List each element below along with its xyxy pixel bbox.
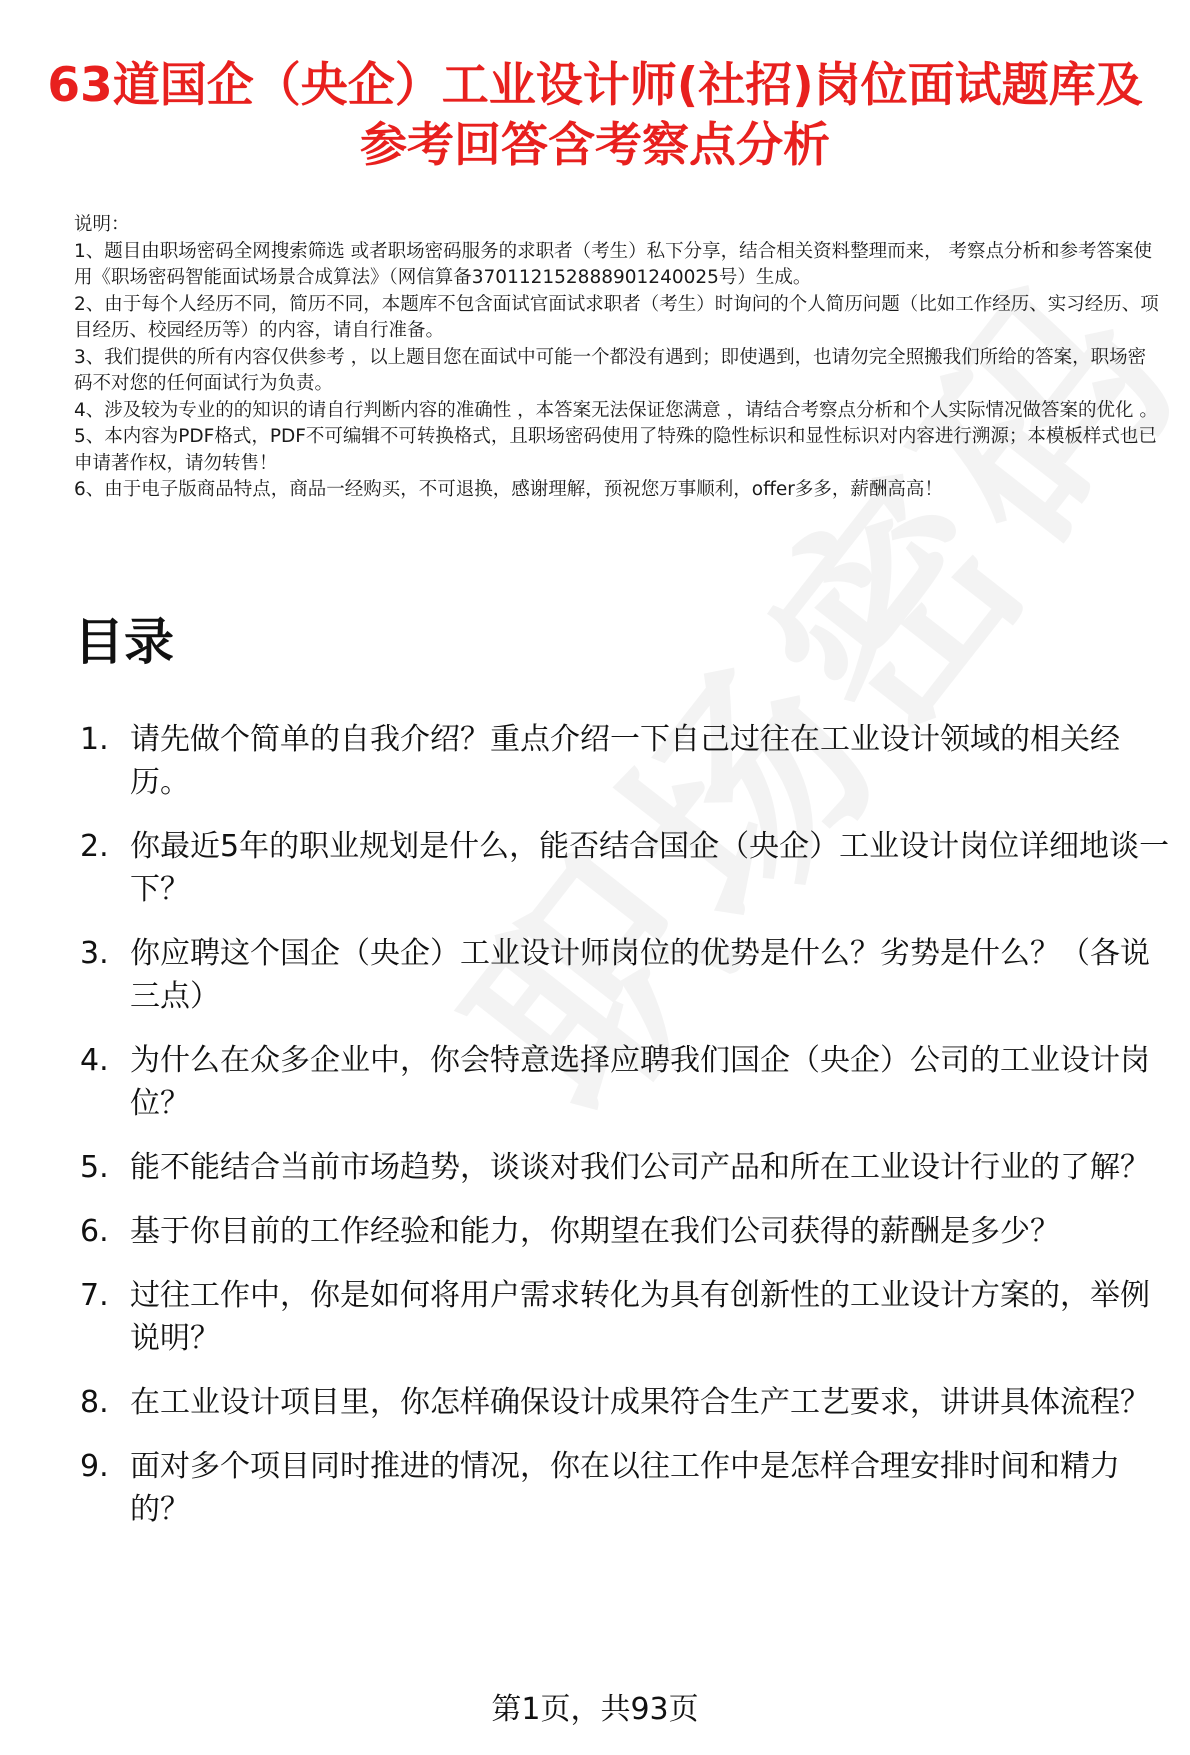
toc-item-number: 9.	[80, 1449, 109, 1484]
toc-item[interactable]	[74, 1445, 1170, 1531]
toc-item-number: 8.	[80, 1385, 109, 1420]
toc-item[interactable]	[74, 1274, 1170, 1360]
toc-item[interactable]	[74, 718, 1170, 804]
note-item: 4、涉及较为专业的的知识的请自行判断内容的准确性 ，本答案无法保证您满意 ，请结合考察点分析和个人实际情况做答案的优化 。	[74, 399, 1158, 421]
toc-item-number: 7.	[80, 1278, 109, 1313]
toc-item-text: 能不能结合当前市场趋势，谈谈对我们公司产品和所在工业设计行业的了解？	[130, 1150, 1150, 1185]
toc-item[interactable]	[74, 1381, 1170, 1424]
toc-item-number: 1.	[80, 722, 109, 757]
toc-heading: 目录	[74, 613, 174, 671]
toc-item-number: 5.	[80, 1150, 109, 1185]
toc-list	[74, 718, 1170, 1552]
notes-heading: 说明：	[74, 214, 130, 235]
toc-item-text: 你最近5年的职业规划是什么，能否结合国企（央企）工业设计岗位详细地谈一下？	[130, 829, 1170, 907]
toc-item-text: 为什么在众多企业中，你会特意选择应聘我们国企（央企）公司的工业设计岗位？	[130, 1043, 1150, 1121]
toc-item-text: 过往工作中，你是如何将用户需求转化为具有创新性的工业设计方案的，举例说明？	[130, 1278, 1150, 1356]
toc-item-number: 4.	[80, 1043, 109, 1078]
page-footer: 第1页，共93页	[491, 1692, 699, 1727]
toc-item[interactable]	[74, 825, 1170, 911]
note-item: 1、题目由职场密码全网搜索筛选 或者职场密码服务的求职者（考生）私下分享，结合相关资料整理而来， 考察点分析和参考答案使用《职场密码智能面试场景合成算法》（网信算备370112152888901240025号）生成。	[74, 240, 1153, 288]
note-item: 6、由于电子版商品特点，商品一经购买，不可退换，感谢理解，预祝您万事顺利，offer多多，薪酬高高！	[74, 479, 943, 500]
toc-item-text: 请先做个简单的自我介绍？重点介绍一下自己过往在工业设计领域的相关经历。	[130, 722, 1120, 800]
toc-item-text: 基于你目前的工作经验和能力，你期望在我们公司获得的薪酬是多少？	[130, 1214, 1060, 1249]
note-item: 2、由于每个人经历不同，简历不同，本题库不包含面试官面试求职者（考生）时询问的个人简历问题（比如工作经历、实习经历、项目经历、校园经历等）的内容，请自行准备。	[74, 293, 1159, 341]
toc-item[interactable]	[74, 1039, 1170, 1125]
toc-item-text: 面对多个项目同时推进的情况，你在以往工作中是怎样合理安排时间和精力的？	[130, 1449, 1120, 1527]
note-item: 3、我们提供的所有内容仅供参考 ，以上题目您在面试中可能一个都没有遇到；即使遇到，也请勿完全照搬我们所给的答案，职场密码不对您的任何面试行为负责。	[74, 346, 1147, 394]
document-title: 63道国企（央企）工业设计师(社招)岗位面试题库及参考回答含考察点分析	[47, 58, 1143, 173]
toc-item-number: 2.	[80, 829, 109, 864]
toc-item[interactable]	[74, 932, 1170, 1018]
toc-item-text: 你应聘这个国企（央企）工业设计师岗位的优势是什么？劣势是什么？（各说三点）	[130, 936, 1150, 1014]
notes-block	[74, 212, 1164, 504]
toc-item[interactable]	[74, 1210, 1170, 1253]
toc-item-text: 在工业设计项目里，你怎样确保设计成果符合生产工艺要求，讲讲具体流程？	[130, 1385, 1150, 1420]
toc-item-number: 6.	[80, 1214, 109, 1249]
toc-item[interactable]	[74, 1146, 1170, 1189]
note-item: 5、本内容为PDF格式，PDF不可编辑不可转换格式，且职场密码使用了特殊的隐性标识和显性标识对内容进行溯源；本模板样式也已申请著作权，请勿转售！	[74, 426, 1157, 474]
toc-item-number: 3.	[80, 936, 109, 971]
